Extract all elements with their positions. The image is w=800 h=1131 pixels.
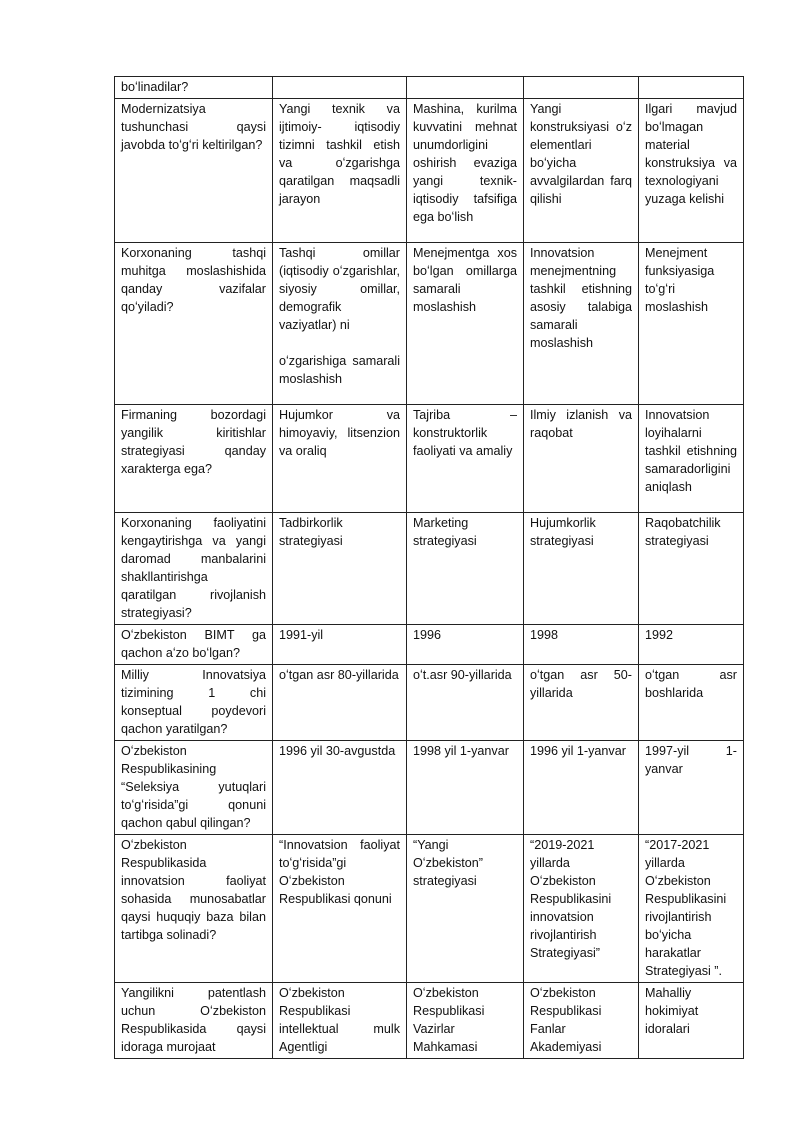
answer-cell: Innovatsion loyihalarni tashkil etishning samaradorligini aniqlash <box>639 405 744 513</box>
answer-cell: 1998 <box>524 625 639 665</box>
answer-cell: 1996 yil 30-avgustda <box>273 741 407 835</box>
question-cell: boʻlinadilar? <box>115 77 273 99</box>
answer-cell: Ilmiy izlanish va raqobat <box>524 405 639 513</box>
question-cell: Oʻzbekiston BIMT ga qachon aʻzo boʻlgan? <box>115 625 273 665</box>
answer-cell: “2019-2021 yillarda Oʻzbekiston Respublikasini innovatsion rivojlantirish Strategiyasi” <box>524 835 639 983</box>
question-cell: Oʻzbekiston Respublikasida innovatsion faoliyat sohasida munosabatlar qaysi huquqiy baza bilan tartibga solinadi? <box>115 835 273 983</box>
answer-cell: Mahalliy hokimiyat idoralari <box>639 983 744 1059</box>
answer-cell: 1996 <box>407 625 524 665</box>
answer-cell <box>524 77 639 99</box>
answer-cell: Innovatsion menejmentning tashkil etishning asosiy talabiga samarali moslashish <box>524 243 639 405</box>
table-row <box>115 983 744 1059</box>
quiz-table <box>114 76 744 1059</box>
answer-cell <box>273 243 407 405</box>
table-row <box>115 665 744 741</box>
answer-cell: Menejment funksiyasiga toʻgʻri moslashish <box>639 243 744 405</box>
question-cell: Oʻzbekiston Respublikasining “Seleksiya yutuqlari toʻgʻrisida”gi qonuni qachon qabul qilingan? <box>115 741 273 835</box>
answer-cell: oʻtgan asr boshlarida <box>639 665 744 741</box>
question-cell: Modernizatsiya tushunchasi qaysi javobda toʻgʻri keltirilgan? <box>115 99 273 243</box>
answer-cell: Yangi texnik va ijtimoiy- iqtisodiy tizimni tashkil etish va oʻzgarishga qaratilgan maqsadli jarayon <box>273 99 407 243</box>
table-row <box>115 405 744 513</box>
answer-cell: 1991-yil <box>273 625 407 665</box>
answer-cell: Tadbirkorlik strategiyasi <box>273 513 407 625</box>
table-row <box>115 835 744 983</box>
answer-cell <box>639 77 744 99</box>
table-row <box>115 243 744 405</box>
question-cell: Korxonaning faoliyatini kengaytirishga va yangi daromad manbalarini shakllantirishga qaratilgan rivojlanish strategiyasi? <box>115 513 273 625</box>
answer-cell: oʻtgan asr 80-yillarida <box>273 665 407 741</box>
answer-cell: Ilgari mavjud boʻlmagan material konstruksiya va texnologiyani yuzaga kelishi <box>639 99 744 243</box>
question-cell: Milliy Innovatsiya tizimining 1 chi konseptual poydevori qachon yaratilgan? <box>115 665 273 741</box>
table-row <box>115 77 744 99</box>
answer-cell: “Yangi Oʻzbekiston” strategiyasi <box>407 835 524 983</box>
question-cell: Yangilikni patentlash uchun Oʻzbekiston Respublikasida qaysi idoraga murojaat <box>115 983 273 1059</box>
answer-cell: oʻtgan asr 50-yillarida <box>524 665 639 741</box>
question-cell: Korxonaning tashqi muhitga moslashishida qanday vazifalar qoʻyiladi? <box>115 243 273 405</box>
answer-cell: 1996 yil 1-yanvar <box>524 741 639 835</box>
answer-text: Tashqi omillar (iqtisodiy oʻzgarishlar, siyosiy omillar, demografik vaziyatlar) ni <box>279 246 400 332</box>
answer-text-continued: oʻzgarishiga samarali moslashish <box>279 354 400 386</box>
answer-cell: Tajriba – konstruktorlik faoliyati va amaliy <box>407 405 524 513</box>
answer-cell: Menejmentga xos boʻlgan omillarga samarali moslashish <box>407 243 524 405</box>
table-row <box>115 99 744 243</box>
answer-cell: “2017-2021 yillarda Oʻzbekiston Respublikasini rivojlantirish boʻyicha harakatlar Strategiyasi ”. <box>639 835 744 983</box>
table-row <box>115 625 744 665</box>
question-cell: Firmaning bozordagi yangilik kiritishlar strategiyasi qanday xarakterga ega? <box>115 405 273 513</box>
answer-cell: Oʻzbekiston Respublikasi Vazirlar Mahkamasi <box>407 983 524 1059</box>
answer-cell: Mashina, kurilma kuvvatini mehnat unumdorligini oshirish evaziga yangi texnik-iqtisodiy tafsifiga ega boʻlish <box>407 99 524 243</box>
answer-cell: 1997-yil 1-yanvar <box>639 741 744 835</box>
table-row <box>115 741 744 835</box>
answer-cell: 1998 yil 1-yanvar <box>407 741 524 835</box>
answer-cell: Oʻzbekiston Respublikasi Fanlar Akademiyasi <box>524 983 639 1059</box>
answer-cell: Marketing strategiyasi <box>407 513 524 625</box>
answer-cell <box>407 77 524 99</box>
answer-cell: “Innovatsion faoliyat toʻgʻrisida”gi Oʻzbekiston Respublikasi qonuni <box>273 835 407 983</box>
answer-cell: Raqobatchilik strategiyasi <box>639 513 744 625</box>
answer-cell <box>273 77 407 99</box>
table-row <box>115 513 744 625</box>
answer-cell: Yangi konstruksiyasi oʻz elementlari boʻyicha avvalgilardan farq qilishi <box>524 99 639 243</box>
answer-cell: Hujumkor va himoyaviy, litsenzion va oraliq <box>273 405 407 513</box>
answer-cell: Hujumkorlik strategiyasi <box>524 513 639 625</box>
answer-cell: Oʻzbekiston Respublikasi intellektual mulk Agentligi <box>273 983 407 1059</box>
answer-cell: oʻt.asr 90-yillarida <box>407 665 524 741</box>
answer-cell: 1992 <box>639 625 744 665</box>
